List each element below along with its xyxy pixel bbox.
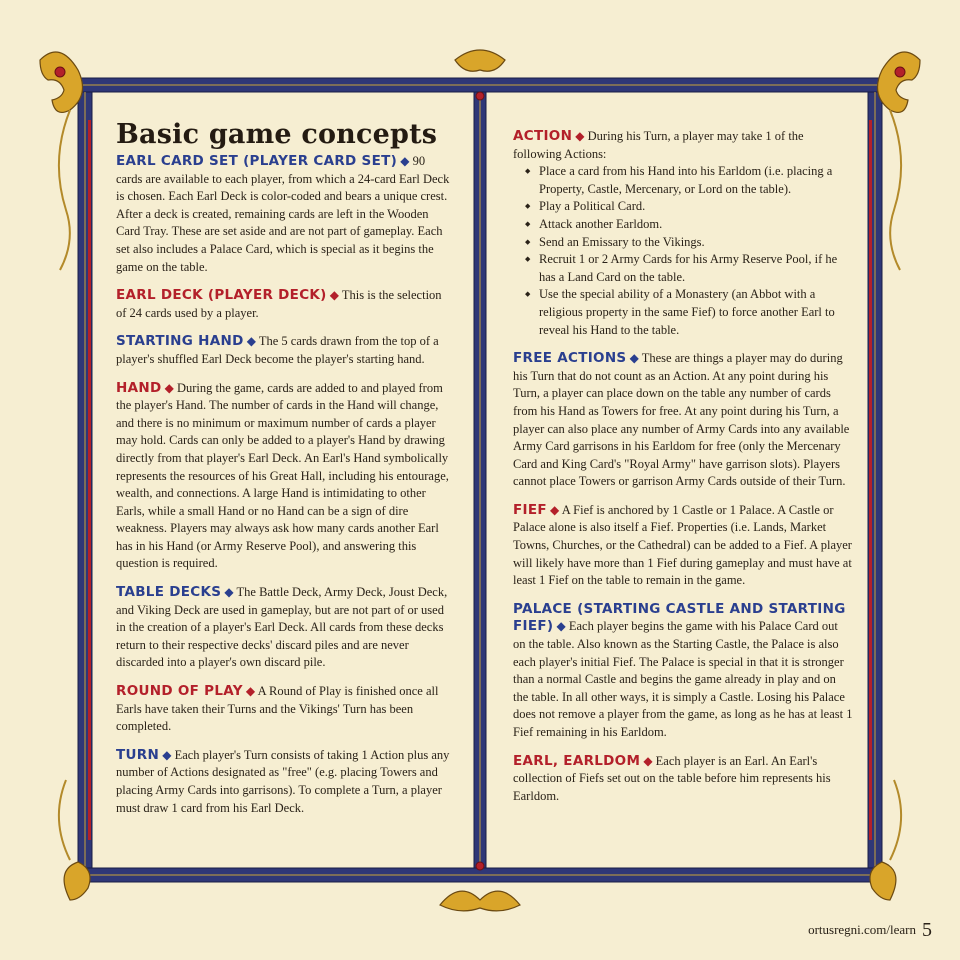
list-item: ◆ Attack another Earldom.: [525, 216, 853, 234]
entry-text: 90 cards are available to each player, from which a 24-card Earl Deck is chosen. Each Earl Deck is color-coded and bears a unique crest. After a deck is created, remaining cards are left in the Wooden Card Tray. These are set aside and are not part of gameplay. Each set also includes a Palace Card, which is special as it begins the game on the table.: [116, 154, 450, 274]
entry-text: During the game, cards are added to and played from the player's Hand. The number of cards in the Hand will change, and there is no minimum or maximum number of cards a player may hold. Cards can only be added to a player's Hand by drawing directly from that player's Earl Deck. An Earl's Hand symbolically represents the resources of his Great Hall, including his entourage, wealth, and connections. A large Hand is intimidating to other Earls, while a small Hand or no Hand can be a sign of dire weakness. Players may always ask how many cards another Earl has in his Hand (or Army Reserve Pool), and answering this question is required.: [116, 380, 449, 571]
entry-term: TURN: [116, 746, 160, 763]
page-footer: [808, 919, 932, 942]
entry-term: STARTING HAND: [116, 333, 244, 350]
page-number: 5: [922, 919, 932, 941]
entry-earl-deck: [116, 287, 454, 322]
entry-term: EARL DECK (PLAYER DECK): [116, 287, 327, 304]
entry-text: These are things a player may do during his Turn that do not count as an Action. At any point during his Turn, a player can place down on the table any number of cards from his Hand as Towers for free. At any point during his Turn, a player can also place any number of Army Cards into any available Army Card garrisons in his Earldom for free (only the Mercenary Card and King Card's "Royal Army" have garrison slots). Players cannot place Towers or garrison Army Cards outside of their Turn.: [513, 351, 850, 489]
entry-earl-card-set: [116, 153, 454, 276]
entry-earl-earldom: [513, 753, 853, 806]
entry-starting-hand: [116, 333, 454, 368]
diamond-bullet-icon: ◆: [556, 619, 566, 634]
diamond-bullet-icon: ◆: [643, 753, 653, 768]
list-item: ◆ Send an Emissary to the Vikings.: [525, 234, 853, 252]
entry-term: PALACE (STARTING CASTLE AND STARTING FIEF): [513, 600, 846, 635]
entry-term: TABLE DECKS: [116, 584, 222, 601]
entry-term: EARL CARD SET (PLAYER CARD SET): [116, 153, 398, 169]
entry-text: A Round of Play is finished once all Earls have taken their Turns and the Vikings' Turn has been completed.: [116, 684, 439, 734]
diamond-bullet-icon: ◆: [550, 502, 560, 517]
entry-fief: [513, 502, 853, 590]
entry-text: During his Turn, a player may take 1 of the following Actions:: [513, 129, 804, 161]
entry-table-decks: [116, 584, 454, 672]
entry-term: EARL, EARLDOM: [513, 752, 641, 769]
entry-turn: [116, 747, 454, 817]
diamond-bullet-icon: ◆: [245, 684, 256, 699]
page-title: Basic game concepts: [116, 119, 438, 150]
diamond-bullet-icon: ◆: [162, 747, 172, 762]
diamond-bullet-icon: ◆: [400, 154, 410, 168]
entry-round-of-play: [116, 683, 454, 736]
entry-text: The 5 cards drawn from the top of a player's shuffled Earl Deck become the player's starting hand.: [116, 334, 439, 366]
list-item: ◆ Recruit 1 or 2 Army Cards for his Army Reserve Pool, if he has a Land Card on the table.: [525, 251, 853, 286]
diamond-bullet-icon: ◆: [575, 129, 585, 143]
entry-palace: [513, 601, 853, 742]
diamond-bullet-icon: ◆: [329, 288, 340, 303]
list-item: ◆ Place a card from his Hand into his Earldom (i.e. placing a Property, Castle, Mercenary, or Lord on the table).: [525, 163, 853, 198]
left-column: [116, 120, 454, 828]
diamond-bullet-icon: ◆: [224, 585, 234, 600]
diamond-bullet-icon: ◆: [629, 351, 639, 366]
entry-free-actions: [513, 350, 853, 491]
list-item: ◆ Use the special ability of a Monastery (an Abbot with a religious property in the same Fief) to force another Earl to reveal his Hand to the table.: [525, 286, 853, 339]
entry-text: A Fief is anchored by 1 Castle or 1 Palace. A Castle or Palace alone is also itself a Fief. Properties (i.e. Lands, Market Towns, Churches, or the Cathedral) can be added to a Fief. A player will likely have more than 1 Fief during gameplay and must have at least 1 Fief on the table to remain in the game.: [513, 502, 852, 588]
footer-url: ortusregni.com/learn: [808, 922, 916, 937]
entry-text: This is the selection of 24 cards used by a player.: [116, 288, 442, 320]
entry-action: [513, 128, 853, 339]
list-item: ◆ Play a Political Card.: [525, 198, 853, 216]
right-column: [513, 128, 853, 816]
entry-text: Each player begins the game with his Palace Card out on the table. Also known as the Starting Castle, the Palace is also each player's initial Fief. The Palace is special in that it is stronger than a normal Castle and begins the game already in play and on the table. In all other ways, it is simply a Castle. Losing his Palace does not remove a player from the game, as long as he has at least 1 Fief remaining in his Earldom.: [513, 619, 853, 739]
entry-term: ACTION: [513, 128, 573, 144]
entry-term: FIEF: [513, 501, 547, 518]
entry-hand: [116, 380, 454, 574]
entry-text: The Battle Deck, Army Deck, Joust Deck, and Viking Deck are used in gameplay, but are not part of or used in the creation of a player's Earl Deck. All cards from these decks return to their respective decks' discard piles and are never discarded into a player's own discard pile.: [116, 585, 448, 670]
action-list: [513, 163, 853, 339]
entry-term: ROUND OF PLAY: [116, 683, 243, 700]
entry-term: FREE ACTIONS: [513, 350, 627, 367]
entry-text: Each player's Turn consists of taking 1 Action plus any number of Actions designated as "free" (e.g. placing Towers and placing Army Cards into garrisons). To complete a Turn, a player must draw 1 card from his Earl Deck.: [116, 747, 450, 815]
entry-text: Each player is an Earl. An Earl's collection of Fiefs set out on the table before him represents his Earldom.: [513, 753, 831, 803]
diamond-bullet-icon: ◆: [246, 334, 256, 349]
diamond-bullet-icon: ◆: [164, 380, 174, 395]
entry-term: HAND: [116, 379, 162, 396]
